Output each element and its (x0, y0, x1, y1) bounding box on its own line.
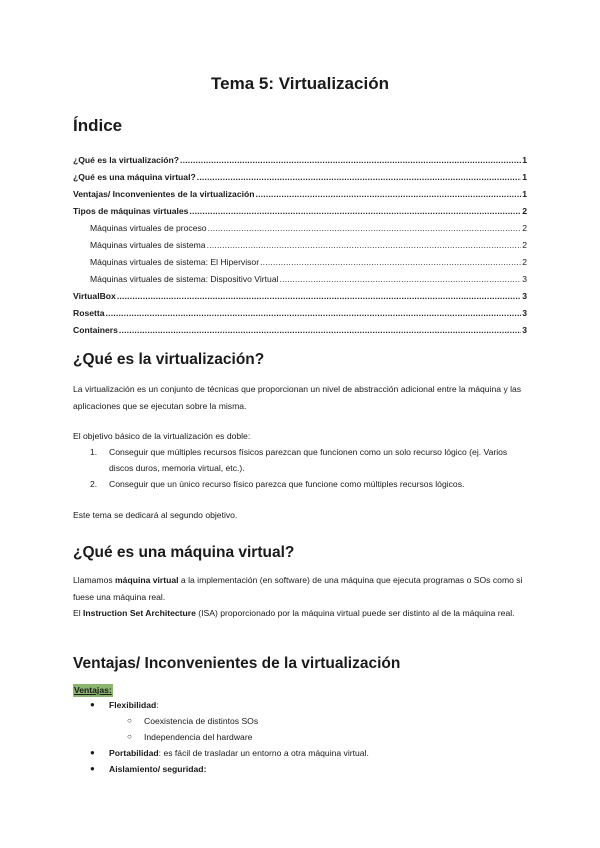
toc-entry[interactable]: Tipos de máquinas virtuales ..... 2 (73, 203, 527, 220)
ventajas-list (73, 697, 528, 777)
toc-entry[interactable]: Containers ..... 3 (73, 322, 527, 339)
paragraph-objective: El objetivo básico de la virtualización es doble: (73, 431, 251, 441)
bullet-icon: ● (90, 700, 95, 709)
bullet-icon: ● (90, 764, 95, 773)
toc-subentry[interactable]: Máquinas virtuales de proceso ..... 2 (73, 220, 527, 237)
paragraph-definition: La virtualización es un conjunto de técnicas que proporcionan un nivel de abstracción adicional entre la máquina y las aplicaciones que se ejecutan sobre la misma. (73, 384, 522, 411)
toc-entry[interactable]: ¿Qué es la virtualización? ..... 1 (73, 152, 527, 169)
index-heading: Índice (73, 116, 123, 135)
list-item: 2. Conseguir que un único recurso físico parezca que funcione como múltiples recursos lógicos. (90, 479, 465, 489)
paragraph-vm-definition: Llamamos máquina virtual a la implementación (en software) de una máquina que ejecuta programas o SOs como si fuese una máquina real. El Instruction Set Architecture (ISA) proporcionado por la máquina virtual puede ser distinto al de la máquina real. (73, 575, 523, 618)
objectives-list (73, 444, 528, 492)
toc-entry[interactable]: Rosetta ..... 3 (73, 305, 527, 322)
sub-bullet-icon: ○ (127, 716, 132, 725)
list-item: ○ Independencia del hardware (73, 729, 528, 745)
toc-subentry[interactable]: Máquinas virtuales de sistema: Dispositivo Virtual ..... 3 (73, 271, 527, 288)
toc-subentry[interactable]: Máquinas virtuales de sistema: El Hipervisor ..... 2 (73, 254, 527, 271)
toc-subentry[interactable]: Máquinas virtuales de sistema ..... 2 (73, 237, 527, 254)
sub-bullet-icon: ○ (127, 732, 132, 741)
list-item: ● Aislamiento/ seguridad: (73, 761, 528, 777)
toc-entry[interactable]: Ventajas/ Inconvenientes de la virtualización ..... 1 (73, 186, 527, 203)
section-heading-virtualizacion: ¿Qué es la virtualización? (73, 351, 265, 368)
ventajas-label: Ventajas: (74, 685, 112, 695)
list-item: ○ Coexistencia de distintos SOs (73, 713, 528, 729)
bullet-icon: ● (90, 748, 95, 757)
section-heading-ventajas: Ventajas/ Inconvenientes de la virtualización (73, 655, 401, 672)
document-title: Tema 5: Virtualización (211, 74, 389, 93)
section-heading-maquina-virtual: ¿Qué es una máquina virtual? (73, 544, 295, 561)
paragraph-note: Este tema se dedicará al segundo objetivo. (73, 510, 238, 520)
list-item: 1. Conseguir que múltiples recursos físicos parezcan que funcionen como un solo recurso lógico (ej. Varios discos duros, memoria virtual, etc.). (90, 447, 508, 473)
list-item: ● Flexibilidad: (73, 697, 528, 713)
toc-entry[interactable]: VirtualBox ..... 3 (73, 288, 527, 305)
list-item: ● Portabilidad: es fácil de trasladar un entorno a otra máquina virtual. (73, 745, 528, 761)
table-of-contents (73, 152, 527, 339)
toc-entry[interactable]: ¿Qué es una máquina virtual? ..... 1 (73, 169, 527, 186)
